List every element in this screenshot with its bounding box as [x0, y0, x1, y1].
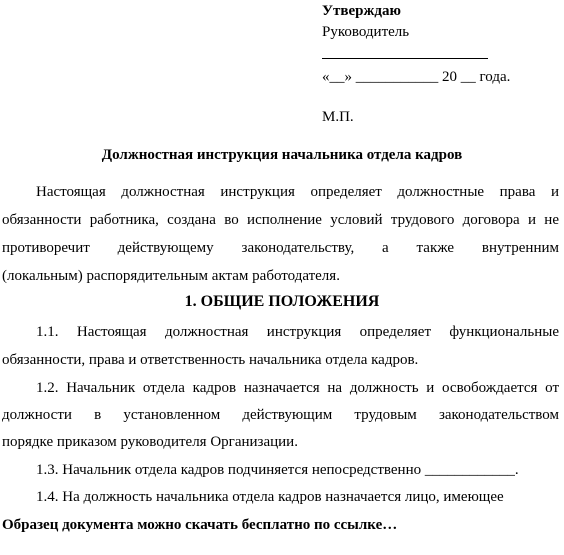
clause-1-4: 1.4. На должность начальника отдела кадров назначается лицо, имеющее [36, 489, 504, 505]
date-line: «__» ___________ 20 __ года. [322, 69, 511, 85]
signature-line [322, 44, 562, 65]
clause-1-2-line-2: должности в установленном действующим трудовым законодательством [2, 407, 559, 423]
approval-block [322, 2, 562, 129]
clause-1-2-line-3: порядке приказом руководителя Организации. [2, 434, 298, 450]
clause-1-2-line-1: 1.2. Начальник отдела кадров назначается на должность и освобождается от [36, 380, 559, 396]
document-title: Должностная инструкция начальника отдела кадров [101, 147, 463, 163]
intro-line-4: (локальным) распорядительным актам работодателя. [2, 268, 340, 284]
clause-1-3: 1.3. Начальник отдела кадров подчиняется непосредственно ____________. [36, 462, 519, 478]
intro-line-1: Настоящая должностная инструкция определяет должностные права и [36, 184, 559, 200]
approver-position: Руководитель [322, 24, 410, 40]
download-link[interactable]: Образец документа можно скачать бесплатно по ссылке… [2, 517, 398, 533]
intro-line-2: обязанности работника, создана во исполнение условий трудового договора и не [2, 212, 559, 228]
clause-1-1-line-2: обязанности, права и ответственность начальника отдела кадров. [2, 352, 419, 368]
intro-line-3: противоречит действующему законодательству, а также внутренним [2, 240, 559, 256]
section-title: 1. ОБЩИЕ ПОЛОЖЕНИЯ [184, 293, 380, 310]
clause-1-1-line-1: 1.1. Настоящая должностная инструкция определяет функциональные [36, 324, 559, 340]
approve-label: Утверждаю [322, 3, 401, 19]
seal-label: М.П. [322, 109, 354, 125]
